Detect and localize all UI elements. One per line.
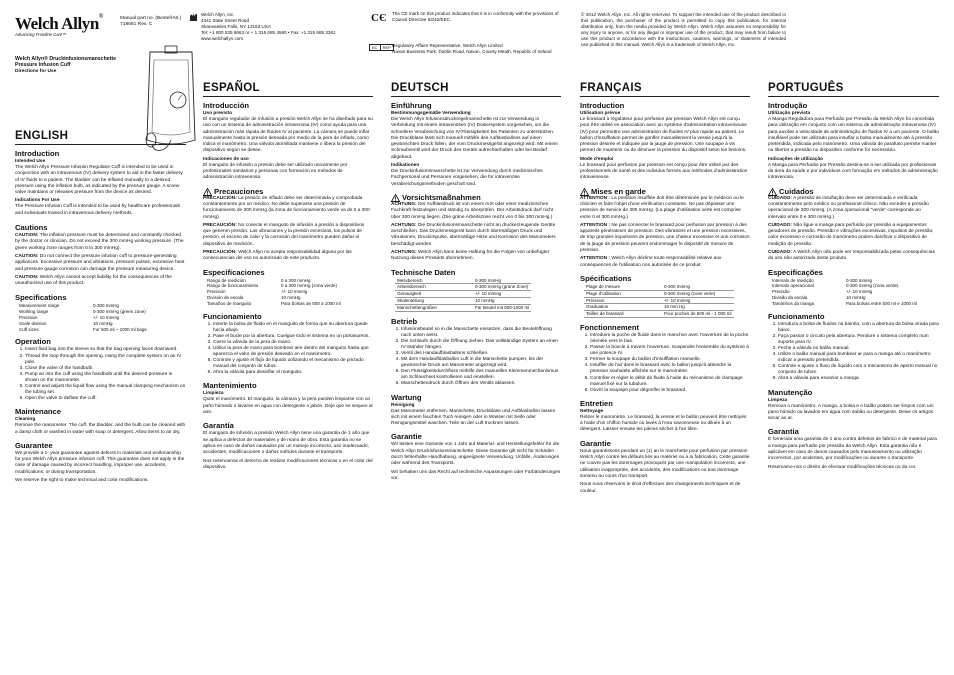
caution-item: [768, 223, 939, 248]
logo-tagline: Advancing Frontline Care™: [15, 32, 67, 37]
spec-value: 0-300 mmHg: [846, 277, 873, 283]
spec-label: Rango de funcionamiento: [207, 283, 259, 289]
caution-item: [15, 233, 186, 252]
manufacturer-icon: [189, 13, 198, 22]
step-item: 4. Utilice la pera de mano para bombear aire dentro del manguito hasta que aparezca el valor de presión deseado en el manómetro.: [213, 346, 373, 358]
guarantee-heading: Garantie: [580, 438, 611, 448]
intended-heading: Bestimmungsgemäße Verwendung: [391, 111, 471, 116]
cleaning-text: Remova o manómetro. A manga, a bolsa e o balão podem ser limpos com um pano húmido ou lavados em água com sabão ou detergente. Deixe os artigos secar ao ar.: [768, 403, 934, 422]
spec-label: Tamanhos da manga: [772, 300, 815, 306]
maintenance-heading: Maintenance: [15, 407, 61, 417]
ce-mark-icon: CЄ: [371, 12, 387, 24]
spec-label: Tailles de brassard: [584, 311, 662, 318]
manufacturer-address: [201, 12, 351, 42]
spec-label: Tamaños de manguito: [207, 300, 252, 306]
spec-value: 10 mmHg: [846, 295, 866, 301]
indications-heading: Indications For Use: [15, 198, 60, 204]
spec-label: Working range: [19, 309, 49, 315]
intended-heading: Intended Use: [15, 159, 46, 164]
divider: [15, 144, 186, 145]
ec-rep-line: Regulatory Affairs Representative, Welch Allyn Limited: [392, 43, 503, 48]
operation-steps: [391, 327, 561, 388]
caution-label: CUIDADO:: [768, 195, 792, 201]
caution-text: Die Druckinfusionsmanschette nicht an druckerzeugende Geräte anschließen. Das Druckmessgerät kann durch übermäßigen Druck und Vibrationen, Druckimpulse, übermäßige Hitze und Korrosion des Manometers beschädigt werden.: [391, 222, 556, 247]
spec-value: +/- 10 mmHg: [846, 289, 873, 295]
product-title: [15, 56, 116, 75]
operation-steps: [203, 322, 373, 377]
intended-text: Die Welch Allyn Infusionsdruckregelmanschette ist zur Verwendung in Verbindung mit einem intravenösen (IV) Dosiersystem vorgesehen, um die schnellere Verabreichung von IV-Flüssigkeiten bei Patienten zu unterstützen. Die Druckblase lässt sich manuell mithilfe des Aufblasballons auf einen gewünschten Druck füllen, der vom Druckmessgerät angezeigt wird. Mit einem Schraubventil wird der Druck des Geräts aufrechterhalten oder bei Bedarf abgebaut.: [391, 117, 558, 160]
intro-heading: Introduction: [580, 101, 625, 110]
divider: [768, 96, 939, 97]
spec-label: Plage de mesure: [584, 284, 662, 290]
step-item: 3. Ventil des Handaufblasballons schließen.: [401, 351, 561, 357]
caution-item: [768, 250, 939, 263]
guarantee-text: É fornecida uma garantia de 1 ano contra defeitos de fabrico e de material para a manga para perfusão por pressão da Welch Allyn. Esta garantia não é aplicável em caso de danos causados pelo manuseamento ou utilização incorrectos, por acidentes, por modificações ou durante o transporte.: [768, 437, 937, 462]
maintenance-heading: Wartung: [391, 392, 422, 402]
lang-heading-portugues: PORTUGUÊS: [768, 82, 844, 94]
ce-text: The CE mark on this product indicates that it is in conformity with the provisions of Council Directive 93/42/EEC.: [392, 11, 559, 22]
logo-text: Welch Allyn: [15, 14, 99, 33]
warning-icon: [203, 188, 212, 196]
intended-heading: Utilisation prévue: [580, 111, 621, 116]
intro-heading: Introdução: [768, 101, 808, 110]
step-item: 6. Abra a válvula para esvaziar a manga.: [778, 376, 939, 382]
spec-value: 0-300 mmHg: [662, 284, 734, 290]
caution-text: A pressão de insuflação deve ser determinada e verificada constantemente pelo médico ou profissional clínico. Não exceder a pressão operacional de 300 mmHg. (A zona operacional "verde" corresponde ao intervalo entre 0 e 300 mmHg.): [768, 195, 929, 220]
lang-heading-english: ENGLISH: [15, 130, 69, 142]
spec-label: Intervalo operacional: [772, 283, 814, 289]
spec-heading: Technische Daten: [391, 267, 456, 277]
intro-heading: Introducción: [203, 101, 249, 110]
lang-heading-francais: FRANÇAIS: [580, 82, 642, 94]
caution-label: ATTENTION :: [580, 256, 611, 262]
manual-part: [120, 16, 181, 29]
guarantee-heading: Garantie: [391, 432, 422, 442]
caution-label: CUIDADO:: [768, 250, 792, 256]
step-item: 3. Fermer la soupape du ballon d'insufflation manuelle.: [590, 357, 750, 363]
step-item: 3. Cierre la válvula de la pera de mano.: [213, 340, 373, 346]
caution-label: CAUTION:: [15, 253, 39, 259]
cautions-heading: Precauciones: [214, 186, 264, 196]
caution-item: [580, 196, 750, 221]
step-item: 2. Faça passar o circuito pela abertura. Pendure o sistema completo num suporte para IV.: [778, 334, 939, 346]
guarantee-heading: Guarantee: [15, 440, 53, 450]
caution-text: Welch Allyn cannot accept liability for the consequences of the unauthorized use of this product.: [15, 274, 172, 287]
step-item: 3. Feche a válvula no balão manual.: [778, 346, 939, 352]
spec-row: [584, 297, 734, 304]
spec-table: [207, 278, 341, 307]
caution-item: [391, 202, 561, 221]
caution-label: PRECAUCIÓN:: [203, 222, 237, 228]
address-line: www.welchallyn.com: [201, 35, 244, 41]
indications-heading: Mode d'emploi: [580, 156, 614, 162]
spec-heading: Especificaciones: [203, 267, 265, 277]
caution-label: ACHTUNG:: [391, 222, 417, 228]
intended-text: The Welch Allyn Pressure Infusion Regulator Cuff is intended to be used in conjunction with an intravenous (IV) delivery system to aid in the faster delivery of IV fluids to a patient. The bladder can be inflated manually to a desired pressure using the inflation bulb, as indicated by the pressure gauge. A screw valve maintains or releases pressure from the device as desired.: [15, 165, 183, 196]
indications-text: A Manga para Perfusão por Pressão destina-se a ser utilizada por profissionais da área da saúde e por indivíduos com formação em métodos de administração intravenosa.: [768, 162, 938, 181]
spec-label: Cuff sizes: [19, 326, 39, 332]
guarantee-text: We provide a 1- year guarantee against defects in materials and workmanship for your Welch Allyn pressure infusion cuff. This guarantee does not apply in the case of damage caused by incorrect handling, improper use, accidents, modifications, or during transportation.: [15, 450, 185, 475]
spec-row: [19, 327, 147, 333]
cleaning-text: Remove the manometer. The cuff, the bladder, and the bulb can be cleaned with a damp cloth or washed in water with soap or detergent. Allow items to air dry.: [15, 423, 186, 435]
maintenance-heading: Entretien: [580, 398, 613, 408]
caution-label: CUIDADO:: [768, 222, 792, 228]
step-item: 4. Pump air into the cuff using the handbulb until the desired pressure is shown on the manometer.: [25, 372, 186, 384]
spec-row: [395, 291, 531, 298]
spec-value: 10 mm Hg: [662, 304, 734, 311]
warning-icon: [580, 188, 589, 196]
product-title-line1: Welch Allyn® Druckinfusionsmanschette: [15, 56, 116, 62]
step-item: 5. Contrôler et régler le débit de fluide à l'aide du mécanisme de clampage manuel fixé sur la tubulure.: [590, 376, 750, 388]
spec-value: Pour poches de 500 ml - 1 000 ml: [664, 311, 732, 317]
spec-value: For 500 ml ~ 1000 ml bags: [93, 326, 147, 332]
spec-row: [584, 311, 734, 318]
spec-value: +/- 10 mmHg: [281, 289, 308, 295]
indications-heading: Indicaciones de uso: [203, 156, 249, 162]
intended-heading: Uso previsto: [203, 111, 233, 116]
brand-logo: [15, 14, 103, 37]
spec-value: 10 mmHg: [281, 295, 301, 301]
operation-heading: Operation: [15, 337, 51, 347]
spec-row: [395, 304, 531, 311]
caution-item: [203, 223, 373, 248]
spec-table: [395, 278, 531, 312]
step-item: 4. Mit dem Handaufblasballon Luft in die Manschette pumpen, bis der gewünschte Druck am Manometer angezeigt wird.: [401, 357, 561, 369]
caution-label: CAUTION:: [15, 233, 39, 239]
cautions-block: [580, 187, 750, 196]
spec-label: Intervalo de medição: [772, 277, 814, 283]
guarantee-text-2: Nous nous réservons le droit d'effectuer des changements techniques et de couleur.: [580, 482, 741, 494]
address-line: Skaneateles Falls, NY 13153 USA: [201, 23, 271, 29]
spec-value: 0-300 mmHg (green zone): [93, 309, 146, 315]
spec-value: 0-300 mmHg (grüne Zone): [473, 284, 531, 291]
caution-text: Welch Allyn no acepta responsabilidad alguna por las consecuencias del uso no autorizado de este producto.: [203, 250, 352, 262]
caution-text: Der Aufblasdruck ist von einem Arzt oder einer medizinischen Fachkraft festzulegen und ständig zu überprüfen. Der Arbeitsdruck darf nicht über 300 mmHg liegen. (Die grüne Arbeitszone reicht von 0 bis 300 mmHg.): [391, 201, 554, 220]
caution-label: ATTENTION :: [580, 222, 611, 228]
indications-text: Die Druckinfusionsmanschette ist zur Verwendung durch medizinisches Fachpersonal und Personen vorgesehen, die für intravenöse Verabreichungsmethoden geschult sind.: [391, 169, 543, 187]
step-item: 3. Close the valve of the handbulb.: [25, 366, 186, 372]
spec-heading: Specifications: [15, 293, 67, 303]
cleaning-heading: Nettoyage: [580, 408, 604, 414]
spec-value: 10 mmHg: [473, 298, 531, 305]
caution-item: [15, 275, 186, 288]
portugues-column: [768, 82, 939, 473]
product-title-line2: Pressure Infusion Cuff: [15, 62, 71, 69]
spec-table: [19, 303, 147, 332]
caution-item: [391, 223, 561, 248]
operation-steps: [15, 347, 186, 402]
spec-value: 0-300 mmHg (zona verde): [846, 283, 899, 289]
caution-text: Do not connect the pressure infusion cuff to pressure-generating appliances. Excessive pressure and vibrations, pressure pulses, excessive heat and pressure gauge corrosion can damage the pressure measuring device.: [15, 253, 185, 272]
operation-heading: Funcionamiento: [203, 311, 262, 321]
guarantee-text: Nous garantissons pendant un (1) an le manchette pour perfusion par pression Welch Allyn contre les défauts liés au matériel ou à la fabrication. Cette garantie ne couvre pas les dommages provoqués par une manipulation incorrecte, une utilisation inappropriée, des accidents, des modifications ou tout dommage survenu au cours d'un transport.: [580, 448, 750, 479]
caution-text: The inflation pressure must be determined and constantly checked by the doctor or clinician. Do not exceed the 300 mmHg working pressure. (The green working zone ranges from 0 to 300 mmHg).: [15, 233, 184, 251]
cleaning-heading: Limpeza: [768, 397, 788, 403]
step-item: 1. Infusionsbeutel so in die Manschette einsetzen, dass die Beutelöffnung nach unten weist.: [401, 327, 561, 339]
intended-text: A Manga Reguladora para Perfusão por Pressão da Welch Allyn foi concebida para utilização em conjunto com um sistema de administração intravenosa (IV) para auxiliar a velocidade de administração de fluidos IV a um paciente. O balão insuflável pode ser utilizado para insuflar a bolsa manualmente até à pressão pretendida, indicada pelo manómetro. Uma válvula de parafuso permite manter ou libertar a pressão no dispositivo conforme for necessário.: [768, 117, 939, 154]
spec-value: 0-300 mmHg: [93, 303, 120, 309]
guarantee-text-2: We reserve the right to make technical and color modifications.: [15, 478, 149, 484]
step-item: 1. Insert fluid bag into the sleeve so that the bag opening faces downward.: [25, 347, 186, 353]
maintenance-heading: Mantenimiento: [203, 381, 257, 391]
spec-row: [772, 301, 917, 307]
divider: [580, 96, 750, 97]
warning-icon: [391, 194, 400, 202]
ec-rep-text: [392, 43, 592, 55]
spec-row: [395, 298, 531, 305]
deutsch-column: [391, 82, 561, 484]
spec-label: Divisão da escala: [772, 295, 808, 301]
guarantee-text-2: Reservamo-nos o direito de efectuar modificações técnicas ou da cor.: [768, 464, 917, 470]
caution-text: Ne pas connecter le brassard pour perfusion par pression à des appareils générateurs de pression. Des vibrations et une pression excessives, de trop grandes impulsions de pression, une chaleur excessive et une corrosion de la jauge de pression peuvent endommager le dispositif de mesure de pression.: [580, 222, 750, 254]
spec-label: Genauigkeit: [395, 291, 473, 298]
spec-heading: Spécifications: [580, 273, 632, 283]
step-item: 2. Thread the loop through the opening. Hang the complete system on an IV pole.: [25, 354, 186, 366]
caution-text: A Welch Allyn não pode ser responsabilizada pelas consequências do uso não autorizado deste produto.: [768, 250, 935, 262]
cautions-heading: Cuidados: [779, 186, 814, 196]
caution-item: [203, 196, 373, 221]
intended-text: El manguito regulador de infusión a presión Welch Allyn se ha diseñado para su uso con un sistema de administración intravenosa (IV) como ayuda para una administración más rápida de fluidos IV al paciente. La cámara se puede inflar manualmente hasta la presión deseada por medio de la pera de inflado, como indica el manómetro. Una válvula atornillada mantiene o libera la presión del dispositivo según se desee.: [203, 117, 373, 154]
spec-value: +/- 10 mmHg: [662, 297, 734, 304]
caution-label: ATTENTION :: [580, 195, 611, 201]
address-line: Welch Allyn, Inc.: [201, 12, 235, 17]
caution-item: [580, 223, 750, 254]
divider: [391, 96, 561, 97]
intended-heading: Utilização prevista: [768, 111, 811, 116]
intro-heading: Introduction: [15, 149, 60, 158]
caution-label: PRECAUCIÓN:: [203, 195, 237, 201]
step-item: 6. Abra la válvula para desinflar el manguito.: [213, 370, 373, 376]
indications-heading: Indikationen: [391, 163, 420, 169]
step-item: 1. Introduire la poche de fluide dans le manchon avec l'ouverture de la poche orientée vers le bas.: [590, 333, 750, 345]
caution-item: [768, 196, 939, 221]
english-column: [15, 130, 186, 486]
guarantee-text-2: Wir behalten uns das Recht auf technische Anpassungen oder Farbänderungen vor.: [391, 469, 561, 481]
step-item: 6. Open the valve to deflate the cuff.: [25, 396, 186, 402]
step-item: 5. Controle y ajuste el flujo de líquido utilizando el mecanismo de pinzado manual del conjunto de tubos.: [213, 358, 373, 370]
guarantee-text: Wir leisten eine Garantie von 1 Jahr auf Material- und Herstellungsfehler für die Welch Allyn Druckinfusionsmanschette. Diese Garantie gilt nicht für Schäden durch fehlerhafte Handhabung, ungeeignete Verwendung, Unfälle, Änderungen oder während des Transports.: [391, 442, 560, 467]
indications-text: The Pressure Infusion Cuff is intended to be used by healthcare professionals and individuals trained in intravenous delivery methods.: [15, 204, 180, 216]
spec-label: Graduation: [584, 304, 662, 311]
caution-label: ACHTUNG:: [391, 201, 417, 207]
spec-label: Skalenteilung: [395, 298, 473, 305]
guarantee-text: El manguito de infusión a presión Welch Allyn tiene una garantía de 1 año que se aplica a defectos de materiales y de mano de obra. Esta garantía no se aplica en caso de daños causados por un manejo incorrecto, uso inadecuado, accidentes, modificaciones o daños sufridos durante el transporte.: [203, 431, 370, 456]
spec-label: Precisão: [772, 289, 790, 295]
guarantee-heading: Garantia: [768, 427, 799, 437]
step-item: 2. Die Schlaufe durch die Öffnung ziehen. Das vollständige System an einen IV-Ständer hängen.: [401, 339, 561, 351]
spec-row: [584, 290, 734, 297]
cautions-heading: Vorsichtsmaßnahmen: [402, 192, 481, 202]
logo-reg: ®: [98, 14, 104, 20]
spec-label: División de escala: [207, 295, 244, 301]
intended-text: Le brassard à régulateur pour perfusion par pression Welch Allyn est conçu pour être utilisé en association avec un système d'administration intraveineuse (IV) pour permettre une administration de fluides IV plus rapide au patient. Le ballon d'insufflation permet de gonfler manuellement la vessie jusqu'à la pression désirée et indiquée par la jauge de pression. Une soupape à vis permet de maintenir ou de diminuer la pression du dispositif selon les besoins.: [580, 117, 747, 154]
operation-steps: [768, 322, 939, 383]
spec-label: Precision: [19, 315, 38, 321]
step-item: 6. Manschettendruck durch Öffnen des Ventils ablassen.: [401, 381, 561, 387]
product-title-line3: Directions for Use: [15, 68, 57, 74]
spec-label: Rango de medición: [207, 277, 246, 283]
spec-table: [584, 284, 734, 318]
spec-label: Messbereich: [395, 278, 473, 284]
spec-label: Arbeitsbereich: [395, 284, 473, 291]
operation-steps: [580, 333, 750, 394]
cautions-block: [203, 187, 373, 196]
caution-text: Não ligue a manga para perfusão por pressão a equipamentos geradores de pressão. Pressão e vibrações excessivas, impulsos de pressão, calor excessivo e corrosão do manómetro podem danificar o dispositivo de medição de pressão.: [768, 222, 934, 247]
step-item: 6. Ouvrir la soupape pour dégonfler le brassard.: [590, 388, 750, 394]
spec-label: Measurement range: [19, 303, 60, 309]
caution-label: CAUTION:: [15, 274, 39, 280]
caution-label: PRECAUCIÓN:: [203, 250, 237, 256]
espanol-column: [203, 82, 373, 473]
spec-row: [207, 301, 341, 307]
caution-text: Welch Allyn décline toute responsabilité relative aux conséquences de l'utilisation non autorisée de ce produit.: [580, 256, 722, 268]
step-item: 5. Den Flüssigkeitsdurchfluss mithilfe des manuellen Klemmenmechanismus am Schlauchset kontrollieren und einstellen.: [401, 369, 561, 381]
caution-label: ACHTUNG:: [391, 250, 417, 256]
address-line: Tel: +1 800 535 6663 or + 1 315 685 4560 • Fax: +1 315 685 3361: [201, 29, 336, 35]
spec-label: Manschettengrößen: [395, 304, 473, 311]
cleaning-heading: Limpieza: [203, 391, 224, 397]
maintenance-heading: Manutenção: [768, 387, 813, 397]
spec-value: 0 a 300 mmHg (zona verde): [281, 283, 338, 289]
cleaning-text: Retirer le manomètre. Le brassard, la vessie et le ballon peuvent être nettoyés à l'aide d'un chiffon humide ou lavés à l'eau savonneuse ou diluée à un détergent. Laisser ensuite les pièces sécher à l'air libre.: [580, 414, 747, 433]
spec-heading: Especificações: [768, 267, 823, 277]
step-item: 5. Controle e ajuste o fluxo de líquido com o mecanismo de aperto manual no conjunto de tubos.: [778, 364, 939, 376]
divider: [203, 96, 373, 97]
spec-value: 10 mmHg: [93, 320, 113, 326]
cautions-block: [391, 193, 561, 202]
indications-text: El manguito de infusión a presión debe ser utilizado únicamente por profesionales sanitarios y personas con formación en métodos de administración intravenosa.: [203, 162, 348, 181]
operation-heading: Fonctionnement: [580, 322, 640, 332]
spec-label: Plage d'utilisation: [584, 290, 662, 297]
caution-item: [15, 254, 186, 273]
cautions-block: [768, 187, 939, 196]
address-line: 4341 State Street Road: [201, 17, 250, 23]
ec-rep-icon: EC REP: [369, 44, 394, 51]
indications-heading: Indicações de utilização: [768, 156, 823, 162]
caution-item: [391, 250, 561, 263]
spec-value: 0-300 mmHg (zone verte): [662, 290, 734, 297]
guarantee-text-2: Nos reservamos el derecho de realizar modificaciones técnicas o en el color del dispositivo.: [203, 458, 373, 470]
caution-text: No conecte el manguito de infusión a presión a dispositivos que generen presión. Las vibraciones y la presión excesivas, los pulsos de presión, el exceso de calor y la corrosión del manómetro pueden dañar el dispositivo de medición.: [203, 222, 365, 247]
francais-column: [580, 82, 750, 497]
step-item: 4. Insuffler de l'air dans le brassard avec le ballon jusqu'à atteindre la pression souhaitée affichée sur le manomètre.: [590, 363, 750, 375]
lang-heading-espanol: ESPAÑOL: [203, 82, 260, 94]
cleaning-text: Das Manometer entfernen. Manschette, Druckblase und Aufblasballon lassen sich mit einem feuchten Tuch reinigen oder in Wasser mit Seife oder Reinigungsmittel waschen. Teile an der Luft trocknen lassen.: [391, 408, 556, 427]
lang-heading-deutsch: DEUTSCH: [391, 82, 449, 94]
caution-item: [580, 256, 750, 269]
cautions-heading: Cautions: [15, 223, 48, 233]
spec-row: [395, 284, 531, 291]
caution-text: La presión de inflado debe ser determinada y comprobada constantemente por un médico. No debe superarse una presión de funcionamiento de 300 mmHg (la zona de funcionamiento verde va de 0 a 300 mmHg).: [203, 195, 370, 220]
step-item: 4. Utilize o balão manual para bombear ar para a manga até o manómetro indicar a pressão pretendida.: [778, 352, 939, 364]
spec-row: [584, 304, 734, 311]
operation-heading: Betrieb: [391, 316, 418, 326]
indications-text: Le brassard pour perfusion par pression est conçu pour être utilisé par des professionnels de santé et des individus formés aux méthodes d'administration intraveineuse.: [580, 162, 748, 181]
warning-icon: [768, 188, 777, 196]
caution-text: Welch Allyn kann keine Haftung für die Folgen von unbefugter Nutzung dieses Produkts übernehmen.: [391, 250, 550, 262]
cleaning-heading: Reinigung: [391, 402, 415, 408]
intro-heading: Einführung: [391, 101, 432, 110]
step-item: 5. Control and adjust the liquid flow using the manual clamping mechanism on the tubing set.: [25, 384, 186, 396]
spec-value: +/- 10 mmHg: [93, 315, 120, 321]
cleaning-heading: Cleaning: [15, 417, 36, 423]
caution-text: La pression insufflée doit être déterminée par le médecin ou le clinicien et faire l'objet d'une vérification constante. Ne pas dépasser une pression de service de 300 mmHg. (La plage d'utilisation verte est comprise entre 0 et 300 mmHg.): [580, 195, 744, 220]
spec-label: Precisión: [207, 289, 226, 295]
cautions-heading: Mises en garde: [591, 186, 646, 196]
spec-value: Para bolsas de 500 a 1000 ml: [281, 300, 341, 306]
spec-value: 0 a 300 mmHg: [281, 277, 311, 283]
spec-value: Para bolsas entre 500 ml e 1000 ml: [846, 300, 918, 306]
guarantee-heading: Garantía: [203, 421, 234, 431]
step-item: 1. Inserte la bolsa de fluido en el manguito de forma que su abertura quede hacia abajo.: [213, 322, 373, 334]
ec-rep-line: Navan Business Park, Dublin Road, Navan, County Meath, Republic of Ireland: [392, 48, 552, 54]
manual-part-number: 718681 Rev. C: [120, 22, 153, 28]
caution-item: [203, 250, 373, 263]
cleaning-text: Quite el manómetro. El manguito, la cámara y la pera pueden limpiarse con un paño húmedo o lavarse en agua con detergente o jabón. Deje que se sequen al aire.: [203, 397, 373, 416]
spec-table: [772, 278, 917, 307]
manual-part-label: Manual part no. (Bestell-Nr.): [120, 16, 182, 21]
step-item: 1. Introduza a bolsa de fluidos na bainha, com a abertura da bolsa virada para baixo.: [778, 322, 939, 334]
spec-value: 0-300 mmHg: [473, 278, 531, 284]
spec-label: Précision: [584, 297, 662, 304]
copyright-notice: © 2012 Welch Allyn, Inc. All rights reserved. To support the intended use of the product described in this publication, the purchaser of the product is permitted to copy this publication, for internal distribution only, from the media provided by Welch Allyn. Welch Allyn assumes no responsibility for any injury to anyone, or for any illegal or improper use of the product, that may result from failure to use this product in accordance with the instructions, cautions, warnings, or statement of intended use published in this manual. Welch Allyn is a trademark of Welch Allyn, Inc.: [581, 12, 786, 47]
spec-value: Für Beutel mit 500-1000 ml: [475, 304, 530, 310]
operation-heading: Funcionamento: [768, 311, 825, 321]
spec-label: Scale division: [19, 320, 47, 326]
step-item: 2. Pase el bucle por la abertura. Cuelgue todo el sistema en un portasueros.: [213, 334, 373, 340]
spec-value: +/- 10 mmHg: [473, 291, 531, 298]
step-item: 2. Passer la boucle à travers l'ouverture. Suspendre l'ensemble du système à une potence IV.: [590, 345, 750, 357]
